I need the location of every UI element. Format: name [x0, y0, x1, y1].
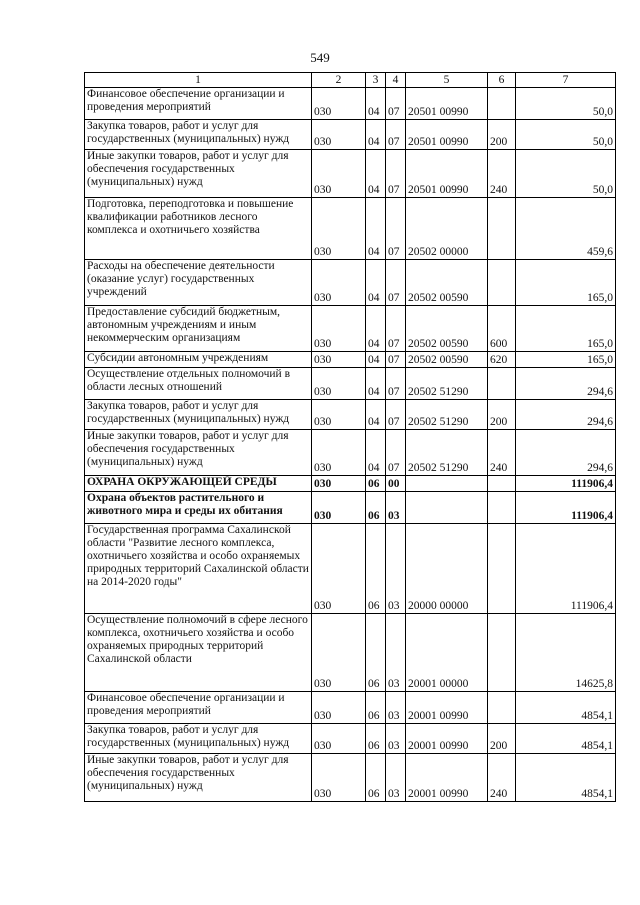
- expense-kind-cell: 200: [488, 400, 516, 430]
- expense-kind-cell: [488, 260, 516, 306]
- expense-kind-cell: 600: [488, 306, 516, 352]
- amount-cell: 4854,1: [516, 754, 616, 802]
- section-cell: 04: [366, 400, 386, 430]
- table-row: [85, 88, 616, 120]
- section-cell: 04: [366, 368, 386, 400]
- subsection-cell: 07: [386, 120, 406, 150]
- row-name-cell: Иные закупки товаров, работ и услуг для обеспечения государственных (муниципальных) нужд: [85, 430, 312, 476]
- table-row: [85, 120, 616, 150]
- section-cell: 06: [366, 524, 386, 614]
- amount-cell: 111906,4: [516, 524, 616, 614]
- table-row: [85, 400, 616, 430]
- row-name-cell: Охрана объектов растительного и животного мира и среды их обитания: [85, 492, 312, 524]
- row-name-cell: Иные закупки товаров, работ и услуг для обеспечения государственных (муниципальных) нужд: [85, 150, 312, 198]
- expense-kind-cell: [488, 614, 516, 692]
- table-row: [85, 368, 616, 400]
- admin-code-cell: 030: [312, 724, 366, 754]
- admin-code-cell: 030: [312, 352, 366, 368]
- subsection-cell: 07: [386, 400, 406, 430]
- section-cell: 06: [366, 492, 386, 524]
- amount-cell: 294,6: [516, 368, 616, 400]
- subsection-cell: 07: [386, 88, 406, 120]
- expense-kind-cell: 200: [488, 120, 516, 150]
- row-name-cell: Закупка товаров, работ и услуг для государственных (муниципальных) нужд: [85, 120, 312, 150]
- amount-cell: 50,0: [516, 88, 616, 120]
- subsection-cell: 03: [386, 754, 406, 802]
- subsection-cell: 03: [386, 524, 406, 614]
- amount-cell: 459,6: [516, 198, 616, 260]
- amount-cell: 50,0: [516, 120, 616, 150]
- row-name-cell: Закупка товаров, работ и услуг для государственных (муниципальных) нужд: [85, 400, 312, 430]
- amount-cell: 4854,1: [516, 724, 616, 754]
- row-name-cell: Иные закупки товаров, работ и услуг для обеспечения государственных (муниципальных) нужд: [85, 754, 312, 802]
- subsection-cell: 07: [386, 306, 406, 352]
- expense-kind-cell: [488, 524, 516, 614]
- admin-code-cell: 030: [312, 754, 366, 802]
- amount-cell: 165,0: [516, 306, 616, 352]
- subsection-cell: 07: [386, 352, 406, 368]
- section-cell: 06: [366, 614, 386, 692]
- section-cell: 04: [366, 120, 386, 150]
- amount-cell: 111906,4: [516, 476, 616, 492]
- table-row: [85, 198, 616, 260]
- amount-cell: 14625,8: [516, 614, 616, 692]
- table-row: [85, 492, 616, 524]
- row-name-cell: Предоставление субсидий бюджетным, автономным учреждениям и иным некоммерческим организациям: [85, 306, 312, 352]
- subsection-cell: 03: [386, 614, 406, 692]
- admin-code-cell: 030: [312, 150, 366, 198]
- header-cell: 7: [516, 73, 616, 88]
- target-article-cell: 20501 00990: [406, 120, 488, 150]
- amount-cell: 294,6: [516, 430, 616, 476]
- expense-kind-cell: [488, 198, 516, 260]
- section-cell: 04: [366, 198, 386, 260]
- admin-code-cell: 030: [312, 198, 366, 260]
- expense-kind-cell: 620: [488, 352, 516, 368]
- subsection-cell: 07: [386, 368, 406, 400]
- header-cell: 6: [488, 73, 516, 88]
- section-cell: 04: [366, 430, 386, 476]
- row-name-cell: Расходы на обеспечение деятельности (оказание услуг) государственных учреждений: [85, 260, 312, 306]
- expense-kind-cell: 200: [488, 724, 516, 754]
- header-cell: 2: [312, 73, 366, 88]
- subsection-cell: 07: [386, 430, 406, 476]
- table-row: [85, 692, 616, 724]
- subsection-cell: 07: [386, 260, 406, 306]
- section-cell: 04: [366, 88, 386, 120]
- expense-kind-cell: 240: [488, 754, 516, 802]
- section-cell: 04: [366, 150, 386, 198]
- row-name-cell: Финансовое обеспечение организации и проведения мероприятий: [85, 692, 312, 724]
- budget-table: [84, 72, 616, 802]
- amount-cell: 50,0: [516, 150, 616, 198]
- target-article-cell: 20001 00990: [406, 754, 488, 802]
- expense-kind-cell: [488, 492, 516, 524]
- section-cell: 06: [366, 476, 386, 492]
- target-article-cell: 20502 00590: [406, 306, 488, 352]
- target-article-cell: 20501 00990: [406, 88, 488, 120]
- table-row: [85, 476, 616, 492]
- admin-code-cell: 030: [312, 492, 366, 524]
- admin-code-cell: 030: [312, 430, 366, 476]
- table-row: [85, 430, 616, 476]
- row-name-cell: Осуществление отдельных полномочий в области лесных отношений: [85, 368, 312, 400]
- subsection-cell: 03: [386, 724, 406, 754]
- target-article-cell: 20502 00590: [406, 260, 488, 306]
- row-name-cell: Подготовка, переподготовка и повышение квалификации работников лесного комплекса и охотничьего хозяйства: [85, 198, 312, 260]
- subsection-cell: 03: [386, 492, 406, 524]
- header-cell: 3: [366, 73, 386, 88]
- header-row: [85, 73, 616, 88]
- target-article-cell: 20001 00000: [406, 614, 488, 692]
- row-name-cell: ОХРАНА ОКРУЖАЮЩЕЙ СРЕДЫ: [85, 476, 312, 492]
- amount-cell: 165,0: [516, 352, 616, 368]
- section-cell: 04: [366, 260, 386, 306]
- target-article-cell: [406, 476, 488, 492]
- admin-code-cell: 030: [312, 614, 366, 692]
- subsection-cell: 03: [386, 692, 406, 724]
- target-article-cell: 20502 00590: [406, 352, 488, 368]
- admin-code-cell: 030: [312, 260, 366, 306]
- section-cell: 06: [366, 724, 386, 754]
- row-name-cell: Финансовое обеспечение организации и проведения мероприятий: [85, 88, 312, 120]
- admin-code-cell: 030: [312, 306, 366, 352]
- target-article-cell: 20001 00990: [406, 724, 488, 754]
- header-cell: 5: [406, 73, 488, 88]
- table-row: [85, 306, 616, 352]
- header-cell: 4: [386, 73, 406, 88]
- header-cell: 1: [85, 73, 312, 88]
- target-article-cell: 20502 51290: [406, 400, 488, 430]
- expense-kind-cell: [488, 88, 516, 120]
- amount-cell: 165,0: [516, 260, 616, 306]
- admin-code-cell: 030: [312, 400, 366, 430]
- expense-kind-cell: 240: [488, 150, 516, 198]
- target-article-cell: 20502 00000: [406, 198, 488, 260]
- admin-code-cell: 030: [312, 476, 366, 492]
- amount-cell: 111906,4: [516, 492, 616, 524]
- subsection-cell: 07: [386, 198, 406, 260]
- section-cell: 04: [366, 306, 386, 352]
- table-row: [85, 260, 616, 306]
- row-name-cell: Государственная программа Сахалинской области "Развитие лесного комплекса, охотничьего хозяйства и особо охраняемых природных территорий Сахалинской области на 2014-2020 годы": [85, 524, 312, 614]
- admin-code-cell: 030: [312, 368, 366, 400]
- section-cell: 04: [366, 352, 386, 368]
- target-article-cell: 20000 00000: [406, 524, 488, 614]
- subsection-cell: 00: [386, 476, 406, 492]
- section-cell: 06: [366, 692, 386, 724]
- admin-code-cell: 030: [312, 120, 366, 150]
- target-article-cell: 20502 51290: [406, 430, 488, 476]
- subsection-cell: 07: [386, 150, 406, 198]
- row-name-cell: Субсидии автономным учреждениям: [85, 352, 312, 368]
- table-row: [85, 150, 616, 198]
- table-row: [85, 754, 616, 802]
- target-article-cell: 20501 00990: [406, 150, 488, 198]
- admin-code-cell: 030: [312, 692, 366, 724]
- amount-cell: 294,6: [516, 400, 616, 430]
- row-name-cell: Осуществление полномочий в сфере лесного комплекса, охотничьего хозяйства и особо охраняемых природных территорий Сахалинской области: [85, 614, 312, 692]
- amount-cell: 4854,1: [516, 692, 616, 724]
- target-article-cell: 20001 00990: [406, 692, 488, 724]
- row-name-cell: Закупка товаров, работ и услуг для государственных (муниципальных) нужд: [85, 724, 312, 754]
- expense-kind-cell: [488, 476, 516, 492]
- admin-code-cell: 030: [312, 524, 366, 614]
- target-article-cell: 20502 51290: [406, 368, 488, 400]
- table-row: [85, 614, 616, 692]
- admin-code-cell: 030: [312, 88, 366, 120]
- expense-kind-cell: [488, 692, 516, 724]
- table-row: [85, 352, 616, 368]
- expense-kind-cell: [488, 368, 516, 400]
- expense-kind-cell: 240: [488, 430, 516, 476]
- page-number: 549: [310, 50, 330, 65]
- section-cell: 06: [366, 754, 386, 802]
- table-row: [85, 724, 616, 754]
- target-article-cell: [406, 492, 488, 524]
- table-row: [85, 524, 616, 614]
